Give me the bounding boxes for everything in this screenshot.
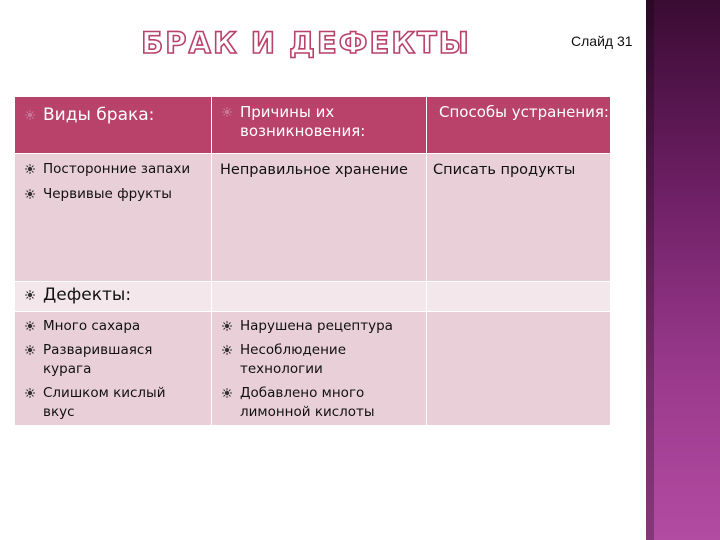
header-label: Способы устранения: [439,103,609,121]
radiant-sun-bullet-icon [222,107,232,117]
slide-number: Слайд 31 [571,33,633,49]
header-cell-types [15,97,212,154]
radiant-sun-bullet-icon [25,290,35,300]
header-cell-causes [212,97,427,154]
radiant-sun-bullet-icon [25,189,35,199]
remedy-cell [427,154,611,282]
header-label: Виды брака: [43,105,155,125]
list-item: Добавлено много лимонной кислоты [240,385,375,420]
list-item: Нарушена рецептура [240,318,393,334]
list-item: Слишком кислый вкус [43,385,166,420]
table-row [15,282,611,312]
slide-title [141,24,471,64]
list-item: Посторонние запахи [43,161,191,177]
svg-text:БРАК И ДЕФЕКТЫ: БРАК И ДЕФЕКТЫ [141,26,471,60]
types-cell [15,312,212,426]
types-cell [15,154,212,282]
empty-cell [427,282,611,312]
cause-text: Неправильное хранение [220,162,408,178]
causes-cell [212,154,427,282]
section-label: Дефекты: [43,285,132,305]
table-row [15,154,611,282]
table-row [15,312,611,426]
radiant-sun-bullet-icon [25,345,35,355]
empty-cell [427,312,611,426]
radiant-sun-bullet-icon [222,345,232,355]
list-item: Много сахара [43,318,141,334]
radiant-sun-bullet-icon [25,321,35,331]
radiant-sun-bullet-icon [222,388,232,398]
causes-cell [212,312,427,426]
radiant-sun-bullet-icon [25,164,35,174]
header-cell-remedy [427,97,611,154]
remedy-text: Списать продукты [433,162,576,178]
radiant-sun-bullet-icon [25,388,35,398]
radiant-sun-bullet-icon [25,110,35,120]
radiant-sun-bullet-icon [222,321,232,331]
defects-table [14,96,611,426]
table-header-row [15,97,611,154]
decorative-side-stripe [646,0,720,540]
list-item: Червивые фрукты [43,186,172,202]
empty-cell [212,282,427,312]
header-label: Причины их возникновения: [240,103,366,140]
section-cell [15,282,212,312]
list-item: Несоблюдение технологии [240,342,347,377]
list-item: Разварившаяся курага [43,342,153,377]
